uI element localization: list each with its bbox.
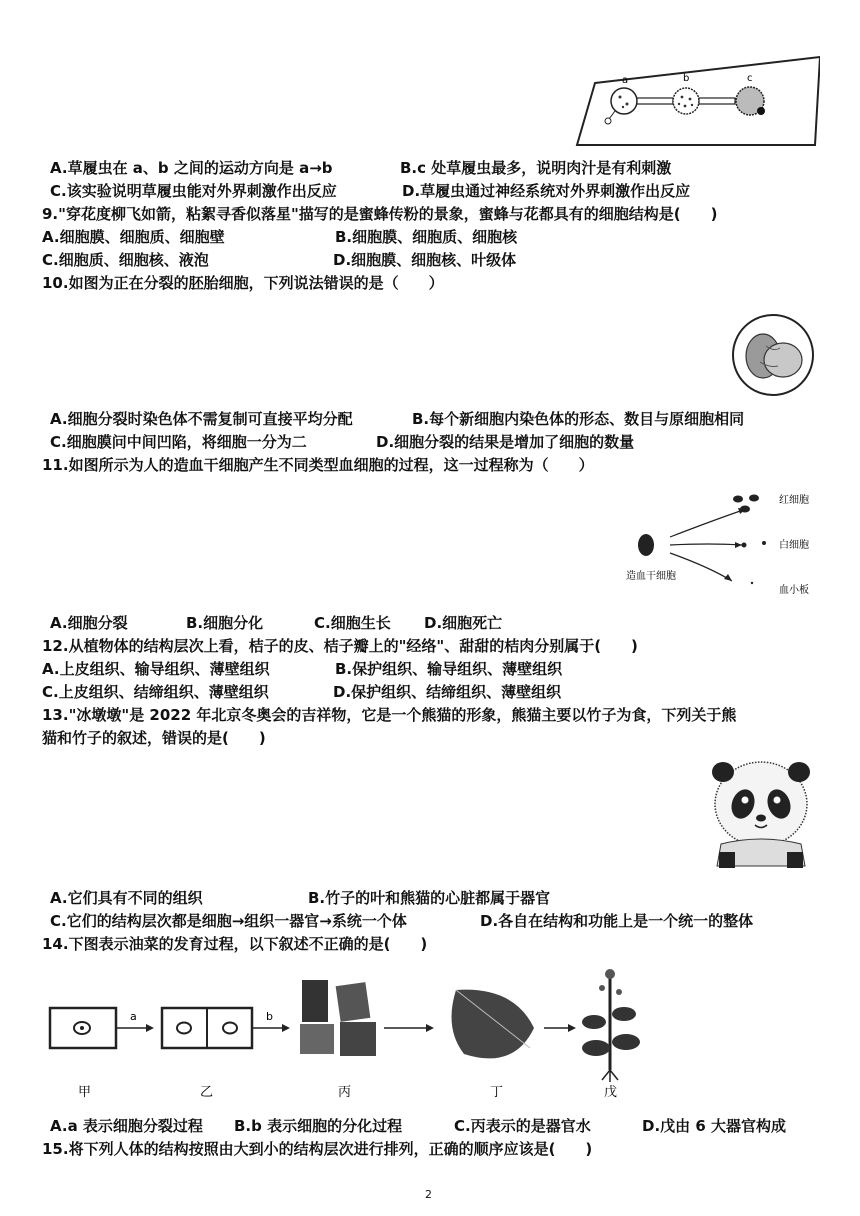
q14-fig-label-wu: 戊: [604, 1085, 618, 1100]
q9-stem: 9."穿花度柳飞如箭，粘絮寻香似落星"描写的是蜜蜂传粉的景象，蜜蜂与花都具有的细胞结构是( ): [42, 205, 718, 223]
q14-option-a: A.a 表示细胞分裂过程: [50, 1117, 203, 1135]
q9-option-d: D.细胞膜、细胞核、叶级体: [333, 251, 517, 269]
q10-option-a: A.细胞分裂时染色体不需复制可直接平均分配: [50, 410, 353, 428]
q8-option-a: A.草履虫在 a、b 之间的运动方向是 a→b: [50, 159, 333, 177]
q8-fig-label-a: a: [622, 75, 629, 86]
q8-option-d: D.草履虫通过神经系统对外界刺激作出反应: [402, 182, 691, 200]
q10-stem: 10.如图为正在分裂的胚胎细胞，下列说法错误的是（ ）: [42, 274, 444, 292]
q10-option-d: D.细胞分裂的结果是增加了细胞的数量: [376, 433, 635, 451]
q14-option-c: C.丙表示的是器官水: [454, 1117, 591, 1135]
q11-option-b: B.细胞分化: [186, 614, 264, 632]
q8-option-b: B.c 处草履虫最多，说明肉汁是有利刺激: [400, 159, 672, 177]
q8-figure-droplets: [575, 55, 820, 147]
q14-stem: 14.下图表示油菜的发育过程，以下叙述不正确的是( ): [42, 935, 428, 953]
q12-stem: 12.从植物体的结构层次上看，桔子的皮、桔子瓣上的"经络"、甜甜的桔肉分别属于( ): [42, 637, 638, 655]
q9-option-c: C.细胞质、细胞核、液泡: [42, 251, 209, 269]
q14-option-d: D.戊由 6 大器官构成: [642, 1117, 787, 1135]
q13-option-d: D.各自在结构和功能上是一个统一的整体: [480, 912, 754, 930]
q13-option-c: C.它们的结构层次都是细胞→组织一器官→系统一个体: [50, 912, 407, 930]
q13-stem-line2: 猫和竹子的叙述，错误的是( ): [42, 729, 266, 747]
q14-fig-label-yi: 乙: [200, 1085, 214, 1100]
q13-stem-line1: 13."冰墩墩"是 2022 年北京冬奥会的吉祥物，它是一个熊猫的形象，熊猫主要以竹子为食，下列关于熊: [42, 706, 737, 724]
q10-figure-dividing-cell: [730, 312, 816, 398]
q9-option-a: A.细胞膜、细胞质、细胞壁: [42, 228, 225, 246]
q14-option-b: B.b 表示细胞的分化过程: [234, 1117, 403, 1135]
q14-fig-label-jia: 甲: [78, 1085, 92, 1100]
q11-option-d: D.细胞死亡: [424, 614, 503, 632]
q14-figure-rape-development: [44, 958, 654, 1106]
q11-option-c: C.细胞生长: [314, 614, 391, 632]
q8-fig-label-b: b: [683, 73, 690, 84]
q8-fig-label-c: c: [747, 73, 753, 84]
q9-option-b: B.细胞膜、细胞质、细胞核: [335, 228, 518, 246]
q14-fig-label-b: b: [266, 1010, 273, 1023]
q12-option-c: C.上皮组织、结缔组织、薄壁组织: [42, 683, 269, 701]
q11-option-a: A.细胞分裂: [50, 614, 128, 632]
q11-figure-blood-cells: [624, 485, 820, 600]
q13-figure-bing-dwen-dwen: [705, 752, 818, 872]
q8-option-c: C.该实验说明草履虫能对外界刺激作出反应: [50, 182, 337, 200]
q15-stem: 15.将下列人体的结构按照由大到小的结构层次进行排列，正确的顺序应该是( ): [42, 1140, 593, 1158]
q12-option-d: D.保护组织、结缔组织、薄壁组织: [333, 683, 562, 701]
q12-option-b: B.保护组织、输导组织、薄壁组织: [335, 660, 563, 678]
q13-option-a: A.它们具有不同的组织: [50, 889, 203, 907]
q14-fig-label-bing: 丙: [338, 1085, 352, 1100]
page-number: 2: [425, 1188, 432, 1201]
q14-fig-label-a: a: [130, 1010, 137, 1023]
q10-option-b: B.每个新细胞内染色体的形态、数目与原细胞相同: [412, 410, 745, 428]
q11-fig-label-wbc: 白细胞: [779, 540, 809, 551]
q11-fig-label-platelet: 血小板: [779, 585, 809, 596]
q11-fig-label-stem-cell: 造血干细胞: [626, 571, 676, 582]
q11-fig-label-rbc: 红细胞: [779, 495, 809, 506]
q14-fig-label-ding: 丁: [490, 1085, 504, 1100]
q11-stem: 11.如图所示为人的造血干细胞产生不同类型血细胞的过程，这一过程称为（ ）: [42, 456, 594, 474]
q13-option-b: B.竹子的叶和熊猫的心脏都属于器官: [308, 889, 551, 907]
q10-option-c: C.细胞膜问中间凹陷，将细胞一分为二: [50, 433, 307, 451]
q12-option-a: A.上皮组织、输导组织、薄壁组织: [42, 660, 270, 678]
